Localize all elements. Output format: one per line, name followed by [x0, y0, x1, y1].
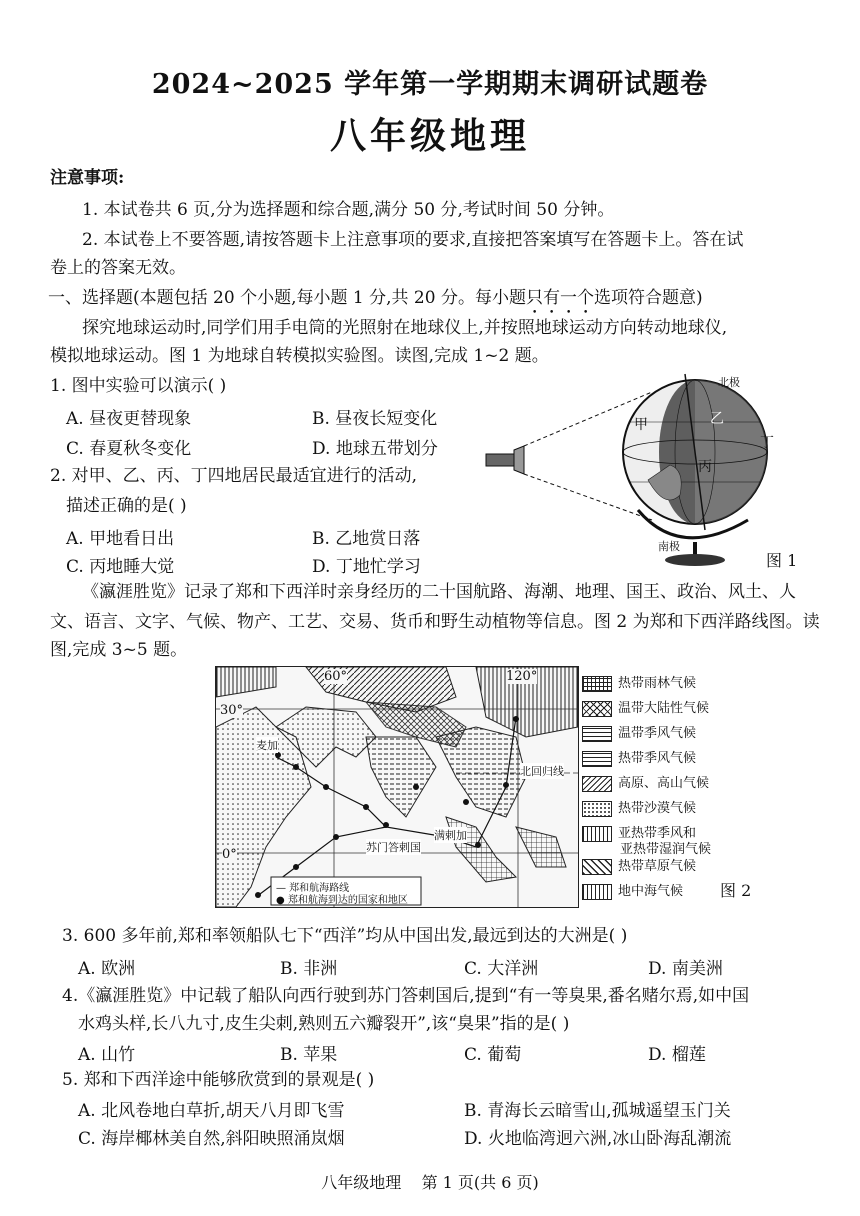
tropic-of-cancer-label: 北回归线 — [520, 765, 564, 778]
legend-highland: 高原、高山气候 — [582, 772, 709, 792]
q3-stem: 3. 600 多年前,郑和率领船队七下“西洋”均从中国出发,最远到达的大洲是( ) — [62, 926, 628, 946]
intro1-line2: 模拟地球运动。图 1 为地球自转模拟实验图。读图,完成 1~2 题。 — [50, 346, 549, 366]
notice-item-2: 2. 本试卷上不要答题,请按答题卡上注意事项的要求,直接把答案填写在答题卡上。答在试 — [82, 230, 744, 250]
q1-option-c[interactable]: C. 春夏秋冬变化 — [66, 439, 192, 459]
stop-legend: ● 郑和航海到达的国家和地区 — [276, 895, 408, 906]
q3-option-d[interactable]: D. 南美洲 — [648, 959, 723, 979]
legend-temperate-continental: 温带大陆性气候 — [582, 697, 709, 717]
q4-stem: 4.《瀛涯胜览》中记载了船队向西行驶到苏门答剌国后,提到“有一等臭果,番名赌尔焉,如中国 — [62, 986, 750, 1006]
voyage-route-map — [215, 666, 579, 908]
intro2-line1: 《瀛涯胜览》记录了郑和下西洋时亲身经历的二十国航路、海潮、地理、国王、政治、风土、人 — [82, 582, 796, 602]
q4-stem-cont: 水鸡头样,长八九寸,皮生尖刺,熟则五六瓣裂开”,该“臭果”指的是( ) — [78, 1014, 570, 1034]
longitude-60-label: 60° — [324, 669, 348, 684]
intro2-line3: 图,完成 3~5 题。 — [50, 640, 188, 660]
figure2-caption: 图 2 — [720, 881, 752, 900]
route-legend: — 郑和航海路线 — [276, 883, 350, 894]
point-jia-label: 甲 — [634, 417, 648, 433]
south-pole-label: 南极 — [658, 540, 680, 553]
north-pole-label: 北极 — [718, 376, 740, 389]
q3-option-c[interactable]: C. 大洋洲 — [464, 959, 539, 979]
subject-title: 八年级地理 — [329, 115, 530, 157]
section-heading-post: 选项符合题意) — [593, 288, 703, 308]
q1-option-b[interactable]: B. 昼夜长短变化 — [312, 409, 438, 429]
q2-option-b[interactable]: B. 乙地赏日落 — [312, 529, 421, 549]
q3-option-a[interactable]: A. 欧洲 — [78, 959, 136, 979]
q2-option-d[interactable]: D. 丁地忙学习 — [312, 557, 421, 577]
flashlight-icon — [486, 454, 514, 466]
figure1-caption: 图 1 — [766, 551, 798, 570]
q2-option-a[interactable]: A. 甲地看日出 — [66, 529, 175, 549]
notice-item-2-cont: 卷上的答案无效。 — [50, 258, 186, 278]
map-drawing — [216, 667, 578, 907]
point-bing-label: 丙 — [698, 459, 712, 475]
globe-experiment-illustration — [480, 370, 810, 570]
legend-subtropical-line2: 亚热带湿润气候 — [620, 842, 712, 857]
intro2-line2: 文、语言、文字、气候、物产、工艺、交易、货币和野生动植物等信息。图 2 为郑和下西洋路线图。读 — [50, 612, 820, 632]
q4-option-d[interactable]: D. 榴莲 — [648, 1045, 706, 1065]
q1-stem: 1. 图中实验可以演示( ) — [50, 376, 227, 396]
q5-stem: 5. 郑和下西洋途中能够欣赏到的景观是( ) — [62, 1070, 375, 1090]
q5-option-b[interactable]: B. 青海长云暗雪山,孤城遥望玉门关 — [464, 1101, 731, 1121]
intro1-line1: 探究地球运动时,同学们用手电筒的光照射在地球仪上,并按照地球运动方向转动地球仪, — [82, 318, 728, 338]
q5-option-a[interactable]: A. 北风卷地白草折,胡天八月即飞雪 — [78, 1101, 345, 1121]
legend-mediterranean: 地中海气候 — [582, 880, 683, 900]
q2-option-c[interactable]: C. 丙地睡大觉 — [66, 557, 175, 577]
q2-stem-cont: 描述正确的是( ) — [66, 496, 187, 516]
legend-subtropical: 亚热带季风和 — [582, 822, 696, 842]
q4-option-c[interactable]: C. 葡萄 — [464, 1045, 522, 1065]
q3-option-b[interactable]: B. 非洲 — [280, 959, 338, 979]
legend-tropical-desert: 热带沙漠气候 — [582, 797, 696, 817]
section-heading-pre: 一、选择题(本题包括 20 个小题,每小题 1 分,共 20 分。每小题 — [48, 288, 526, 308]
point-ding-label: 丁 — [760, 435, 774, 451]
latitude-0-label: 0° — [222, 847, 237, 862]
malacca-label: 满剌加 — [434, 829, 467, 842]
q2-stem: 2. 对甲、乙、丙、丁四地居民最适宜进行的活动, — [50, 466, 418, 486]
exam-title: 2024~2025 学年第一学期期末调研试题卷 — [151, 69, 709, 100]
legend-tropical-monsoon: 热带季风气候 — [582, 747, 696, 767]
q4-option-b[interactable]: B. 苹果 — [280, 1045, 338, 1065]
point-yi-label: 乙 — [710, 411, 724, 427]
section-heading-emphasis: 只有一个 — [525, 288, 594, 308]
q5-option-d[interactable]: D. 火地临湾迥六洲,冰山卧海乱潮流 — [464, 1129, 732, 1149]
q1-option-a[interactable]: A. 昼夜更替现象 — [66, 409, 192, 429]
legend-tropical-rainforest: 热带雨林气候 — [582, 672, 696, 692]
page-footer: 八年级地理 第 1 页(共 6 页) — [321, 1173, 539, 1192]
notice-heading: 注意事项: — [50, 168, 125, 188]
latitude-30-label: 30° — [220, 703, 244, 718]
figure1 — [480, 370, 810, 570]
q1-option-d[interactable]: D. 地球五带划分 — [312, 439, 438, 459]
q4-option-a[interactable]: A. 山竹 — [78, 1045, 136, 1065]
longitude-120-label: 120° — [506, 669, 538, 684]
notice-item-1: 1. 本试卷共 6 页,分为选择题和综合题,满分 50 分,考试时间 50 分钟。 — [82, 200, 615, 220]
q5-option-c[interactable]: C. 海岸椰林美自然,斜阳映照涌岚烟 — [78, 1129, 345, 1149]
samudra-label: 苏门答剌国 — [366, 841, 421, 854]
legend-temperate-monsoon: 温带季风气候 — [582, 722, 696, 742]
section-heading — [48, 286, 703, 318]
mecca-label: 麦加 — [256, 739, 278, 752]
legend-tropical-savanna: 热带草原气候 — [582, 855, 696, 875]
